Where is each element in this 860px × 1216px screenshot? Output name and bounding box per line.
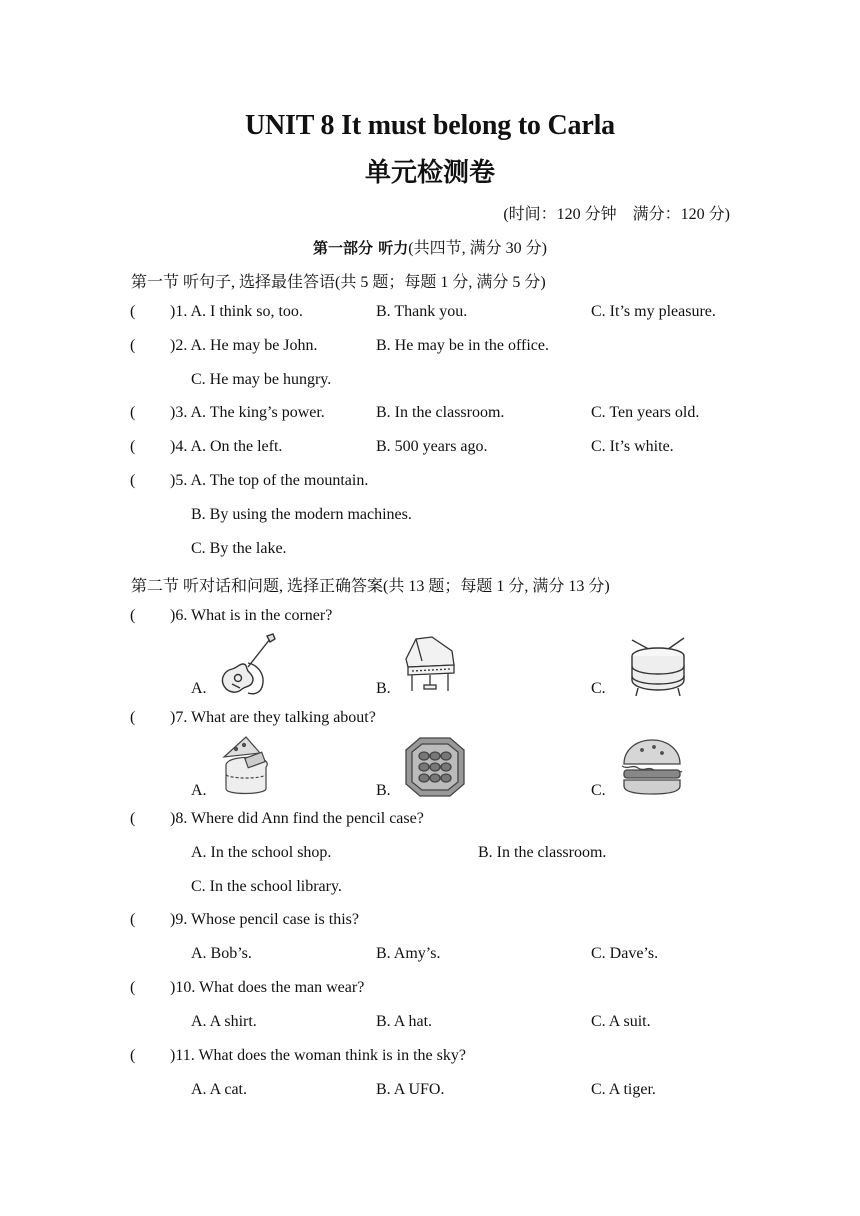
q6-option-b[interactable]: B. [376,680,391,697]
answer-blank[interactable]: ( [130,810,136,827]
q6-stem: )6. What is in the corner? [170,607,333,624]
q5-option-b: B. By using the modern machines. [191,506,412,523]
chocolate-box-icon [402,736,468,798]
question-5-cont2 [0,540,860,564]
q7-stem: )7. What are they talking about? [170,709,376,726]
q10-option-c: C. A suit. [591,1013,651,1030]
q11-option-b: B. A UFO. [376,1081,445,1098]
question-2 [0,337,860,361]
answer-blank[interactable]: ( [130,911,136,928]
q8-option-b: B. In the classroom. [478,844,607,861]
q3-option-c: C. Ten years old. [591,404,700,421]
q3-stem: )3. A. The king’s power. [170,404,325,421]
question-8-options [0,844,860,868]
piano-icon [402,635,458,697]
question-8 [0,810,860,834]
q4-option-c: C. It’s white. [591,438,674,455]
cake-icon [216,735,274,799]
q4-stem: )4. A. On the left. [170,438,283,455]
page-subtitle: 单元检测卷 [364,158,495,188]
q11-option-c: C. A tiger. [591,1081,656,1098]
q1-option-c: C. It’s my pleasure. [591,303,716,320]
answer-blank[interactable]: ( [130,979,136,996]
q10-option-b: B. A hat. [376,1013,433,1030]
question-9 [0,911,860,935]
q9-option-a: A. Bob’s. [191,945,252,962]
answer-blank[interactable]: ( [130,709,136,726]
question-6 [0,607,860,631]
question-8-options-2 [0,878,860,902]
guitar-icon [218,633,276,697]
hamburger-icon [618,738,686,796]
q11-option-a: A. A cat. [191,1081,247,1098]
q2-option-b: B. He may be in the office. [376,337,549,354]
answer-blank[interactable]: ( [130,1047,136,1064]
drum-icon [624,636,692,698]
q8-stem: )8. Where did Ann find the pencil case? [170,810,424,827]
q6-option-a[interactable]: A. [191,680,207,697]
section1-heading: 第一节 听句子, 选择最佳答语(共 5 题；每题 1 分, 满分 5 分) [131,274,546,291]
part1-title: 第一部分 听力 [313,239,409,257]
question-7 [0,709,860,733]
q10-option-a: A. A shirt. [191,1013,257,1030]
question-1 [0,303,860,327]
q8-option-a: A. In the school shop. [191,844,332,861]
question-11 [0,1047,860,1071]
q4-option-b: B. 500 years ago. [376,438,488,455]
question-4 [0,438,860,462]
part1-note: (共四节, 满分 30 分) [408,240,547,257]
q9-option-b: B. Amy’s. [376,945,441,962]
q7-option-b[interactable]: B. [376,782,391,799]
q7-option-c[interactable]: C. [591,782,606,799]
exam-meta: (时间：120 分钟 满分：120 分) [503,206,730,223]
question-3 [0,404,860,428]
answer-blank[interactable]: ( [130,404,136,421]
q2-option-c: C. He may be hungry. [191,371,332,388]
q3-option-b: B. In the classroom. [376,404,505,421]
question-10 [0,979,860,1003]
answer-blank[interactable]: ( [130,303,136,320]
q11-stem: )11. What does the woman think is in the sky? [170,1047,466,1064]
q6-option-c[interactable]: C. [591,680,606,697]
question-9-options [0,945,860,969]
q10-stem: )10. What does the man wear? [170,979,365,996]
part1-heading [0,235,860,258]
q1-option-b: B. Thank you. [376,303,468,320]
section2-heading: 第二节 听对话和问题, 选择正确答案(共 13 题；每题 1 分, 满分 13 分) [131,578,610,595]
q9-option-c: C. Dave’s. [591,945,659,962]
answer-blank[interactable]: ( [130,438,136,455]
question-11-options [0,1081,860,1105]
answer-blank[interactable]: ( [130,337,136,354]
answer-blank[interactable]: ( [130,607,136,624]
q5-stem: )5. A. The top of the mountain. [170,472,369,489]
q2-stem: )2. A. He may be John. [170,337,318,354]
q7-option-a[interactable]: A. [191,782,207,799]
page-title: UNIT 8 It must belong to Carla [245,110,615,141]
q5-option-c: C. By the lake. [191,540,287,557]
question-5 [0,472,860,496]
q8-option-c: C. In the school library. [191,878,342,895]
answer-blank[interactable]: ( [130,472,136,489]
question-5-cont [0,506,860,530]
question-2-cont [0,371,860,395]
question-10-options [0,1013,860,1037]
q9-stem: )9. Whose pencil case is this? [170,911,359,928]
q1-stem: )1. A. I think so, too. [170,303,303,320]
